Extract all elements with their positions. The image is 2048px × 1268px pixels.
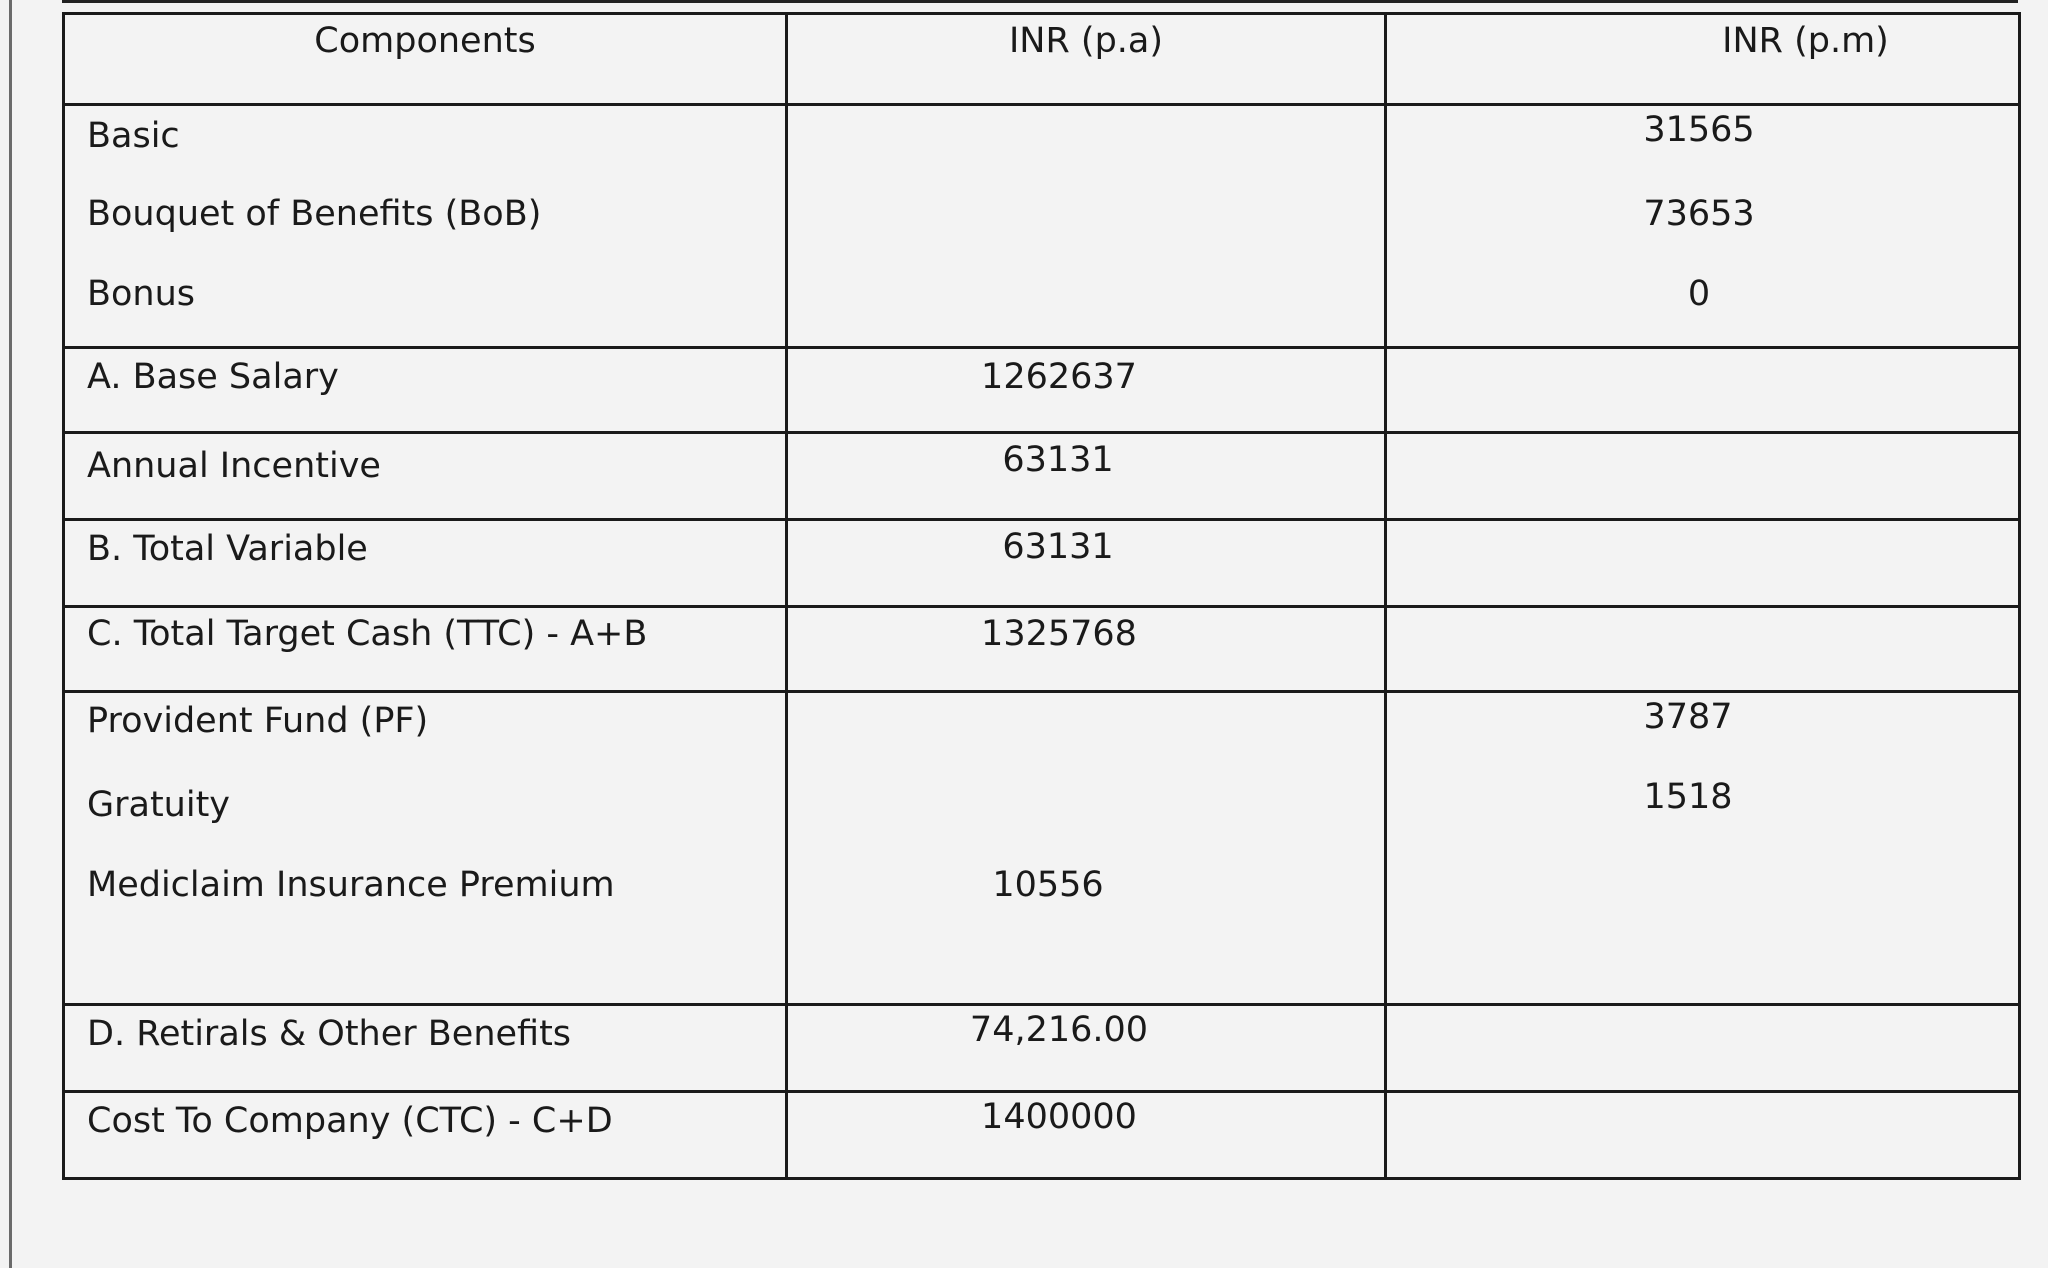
table-row [64,607,2020,692]
value-base-salary-pa: 1262637 [981,357,1137,397]
row-label-ctc: Cost To Company (CTC) - C+D [87,1101,613,1141]
value-bob-pm: 73653 [1643,194,1755,234]
compensation-table [62,12,2021,1180]
cell-components [64,105,787,348]
cell-components [64,348,787,433]
cell-pa [787,433,1386,520]
header-inr-pa: INR (p.a) [787,14,1386,105]
cell-pa [787,1005,1386,1092]
cell-pa [787,1092,1386,1179]
cell-pm [1386,692,2020,1005]
table-row [64,348,2020,433]
row-label-retirals: D. Retirals & Other Benefits [87,1014,572,1054]
header-inr-pm [1386,14,2020,105]
value-ctc-pa: 1400000 [981,1097,1137,1137]
value-mediclaim-pa: 10556 [992,865,1104,905]
cell-pa [787,692,1386,1005]
row-label-pf: Provident Fund (PF) [87,701,429,741]
value-retirals-pa: 74,216.00 [969,1010,1149,1050]
cell-pa [787,520,1386,607]
value-pf-pm: 3787 [1643,697,1733,737]
row-label-basic: Basic [87,116,180,156]
value-ttc-pa: 1325768 [981,614,1137,654]
cell-components [64,1005,787,1092]
value-total-variable-pa: 63131 [1002,527,1114,567]
table-row [64,1005,2020,1092]
cell-components [64,1092,787,1179]
cell-pm-empty [1386,607,2020,692]
cell-pa [787,348,1386,433]
table-row [64,1092,2020,1179]
row-label-total-variable: B. Total Variable [87,529,368,569]
table-row [64,692,2020,1005]
cell-pm [1386,105,2020,348]
page-left-border [9,0,12,1268]
cell-pm-empty [1386,520,2020,607]
table-top-border [62,0,2018,3]
cell-pa-empty [787,105,1386,348]
cell-pm-empty [1386,1092,2020,1179]
cell-components [64,692,787,1005]
value-bonus-pm: 0 [1687,274,1711,314]
cell-components [64,520,787,607]
row-label-annual-incentive: Annual Incentive [87,446,381,486]
header-components: Components [64,14,787,105]
row-label-bonus: Bonus [87,274,196,314]
value-annual-incentive-pa: 63131 [1002,440,1114,480]
table-row [64,105,2020,348]
header-inr-pm-label: INR (p.m) [1722,21,1889,61]
table-row [64,433,2020,520]
row-label-bob: Bouquet of Benefits (BoB) [87,194,542,234]
row-label-ttc: C. Total Target Cash (TTC) - A+B [87,614,648,654]
row-label-mediclaim: Mediclaim Insurance Premium [87,865,615,905]
value-basic-pm: 31565 [1643,110,1755,150]
row-label-gratuity: Gratuity [87,785,231,825]
cell-components [64,607,787,692]
cell-pm-empty [1386,348,2020,433]
row-label-base-salary: A. Base Salary [87,357,339,397]
cell-pa [787,607,1386,692]
table-row [64,520,2020,607]
cell-pm-empty [1386,1005,2020,1092]
table-header-row [64,14,2020,105]
cell-components [64,433,787,520]
cell-pm-empty [1386,433,2020,520]
value-gratuity-pm: 1518 [1643,777,1733,817]
